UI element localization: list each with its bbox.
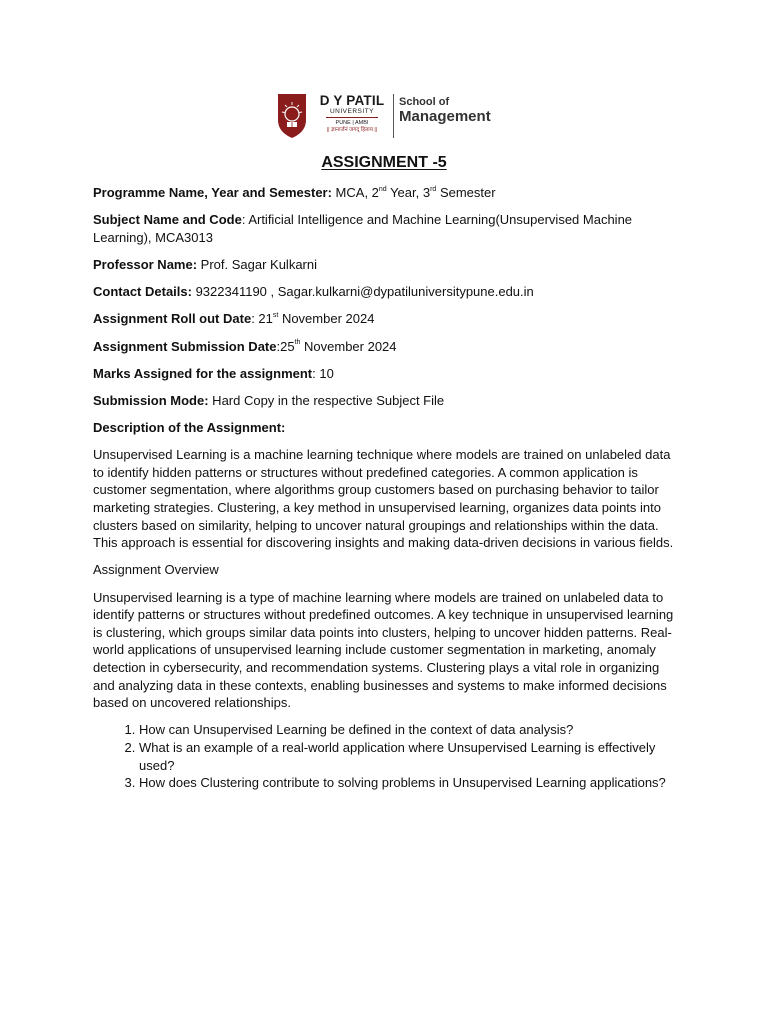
programme-value-part3: Semester bbox=[436, 185, 496, 200]
programme-value-part2: Year, 3 bbox=[386, 185, 431, 200]
professor-field bbox=[93, 256, 683, 274]
description-paragraph: Unsupervised Learning is a machine learning technique where models are trained on unlabeled data to identify hidden patterns or structures without predefined categories. A common application is customer segmentation, where algorithms group customers based on purchasing behavior to tailor marketing strategies. Clustering, a key method in unsupervised learning, organizes data points into clusters based on similarity, helping to uncover natural groupings and relationships within the data. This approach is essential for discovering insights and making data-driven decisions in various fields. bbox=[93, 447, 674, 551]
marks-label: Marks Assigned for the assignment bbox=[93, 365, 313, 381]
subject-field bbox=[93, 211, 683, 246]
submission-date-value-part2: November 2024 bbox=[300, 338, 397, 354]
university-name: D Y PATIL bbox=[319, 93, 385, 108]
programme-field bbox=[93, 184, 683, 202]
university-city: PUNE | AMBI bbox=[335, 120, 369, 126]
contact-label: Contact Details: bbox=[93, 284, 192, 300]
logo-divider bbox=[393, 94, 394, 138]
programme-label: Programme Name, Year and Semester: bbox=[93, 185, 332, 200]
university-wordmark bbox=[314, 92, 390, 142]
marks-field bbox=[93, 365, 683, 383]
university-logo bbox=[276, 92, 496, 142]
university-label: UNIVERSITY bbox=[326, 108, 378, 118]
question-item: 2. What is an example of a real-world application where Unsupervised Learning is effectively used? bbox=[139, 739, 683, 774]
submission-mode-value: Hard Copy in the respective Subject File bbox=[208, 392, 445, 408]
rollout-sup: st bbox=[272, 312, 279, 320]
subject-label: Subject Name and Code bbox=[93, 212, 242, 228]
submission-date-label: Assignment Submission Date bbox=[93, 338, 277, 354]
university-motto: || ज्ञानार्जनं जगद् हिताय || bbox=[326, 127, 378, 133]
rollout-label: Assignment Roll out Date bbox=[93, 311, 252, 327]
subject-value: : Artificial Intelligence and Machine Learning(Unsupervised Machine Learning), MCA3013 bbox=[93, 212, 633, 245]
questions-list bbox=[93, 721, 683, 791]
rollout-date-field bbox=[93, 310, 683, 328]
programme-sup1: nd bbox=[378, 185, 387, 193]
description-label: Description of the Assignment: bbox=[93, 420, 286, 436]
rollout-value-part2: November 2024 bbox=[278, 311, 375, 327]
submission-mode-field bbox=[93, 392, 683, 410]
submission-date-sup: th bbox=[294, 339, 301, 347]
document-body bbox=[93, 184, 683, 792]
programme-sup2: rd bbox=[430, 185, 437, 193]
submission-mode-label: Submission Mode: bbox=[93, 392, 209, 408]
submission-date-field bbox=[93, 338, 683, 356]
question-item: 3. How does Clustering contribute to solving problems in Unsupervised Learning applications? bbox=[139, 774, 683, 792]
submission-date-value-part1: :25 bbox=[276, 338, 295, 354]
rollout-value-part1: : 21 bbox=[251, 311, 273, 327]
school-line2: Management bbox=[399, 108, 491, 125]
question-item: 1. How can Unsupervised Learning be defined in the context of data analysis? bbox=[139, 721, 683, 739]
school-wordmark bbox=[399, 92, 491, 125]
professor-value: Prof. Sagar Kulkarni bbox=[197, 256, 317, 272]
school-line1: School of bbox=[399, 96, 450, 108]
overview-paragraph: Unsupervised learning is a type of machine learning where models are trained on unlabeled data to identify patterns or structures without predefined outcomes. A key technique in unsupervised learning is clustering, which groups similar data points into clusters, helping to uncover hidden patterns. Real-world applications of unsupervised learning include customer segmentation in marketing, anomaly detection in cybersecurity, and recommendation systems. Clustering plays a vital role in organizing and analyzing data in these contexts, enabling businesses and systems to make informed decisions based on uncovered relationships. bbox=[93, 589, 674, 711]
overview-heading: Assignment Overview bbox=[93, 562, 219, 578]
contact-value: 9322341190 , Sagar.kulkarni@dypatiluniversitypune.edu.in bbox=[191, 284, 534, 300]
programme-value-part1: MCA, 2 bbox=[331, 185, 379, 200]
professor-label: Professor Name: bbox=[93, 256, 198, 272]
marks-value: : 10 bbox=[312, 365, 334, 381]
shield-emblem-icon bbox=[276, 92, 308, 140]
description-heading bbox=[93, 419, 683, 437]
contact-field bbox=[93, 283, 683, 301]
assignment-title: ASSIGNMENT -5 bbox=[321, 154, 447, 171]
